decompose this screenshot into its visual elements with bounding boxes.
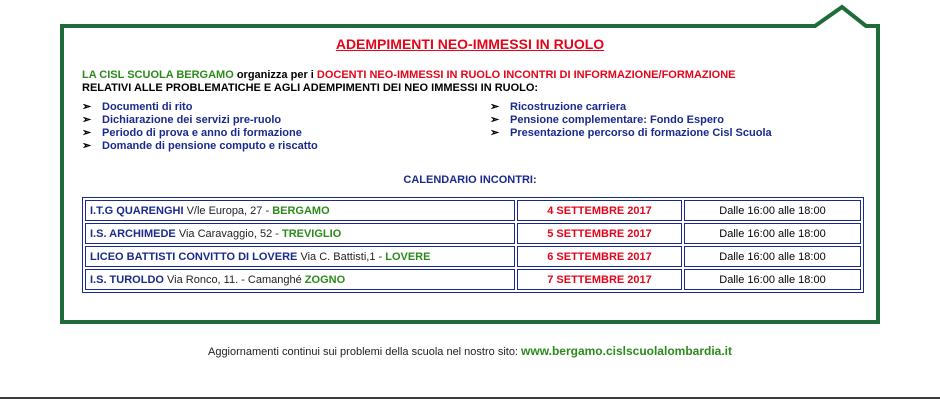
list-item: ➢ Ricostruzione carriera [490, 101, 627, 113]
time-cell: Dalle 16:00 alle 18:00 [684, 269, 861, 290]
time-cell: Dalle 16:00 alle 18:00 [684, 246, 861, 267]
website-link[interactable]: www.bergamo.cislscuolalombardia.it [521, 344, 732, 358]
date-cell: 7 SETTEMBRE 2017 [517, 269, 682, 290]
date-cell: 5 SETTEMBRE 2017 [517, 223, 682, 244]
location-cell: I.T.G QUARENGHI V/le Europa, 27 - BERGAMO [85, 200, 515, 221]
list-item: ➢ Documenti di rito [82, 101, 193, 113]
list-item: ➢ Presentazione percorso di formazione Cisl Scuola [490, 127, 772, 139]
list-item: ➢ Dichiarazione dei servizi pre-ruolo [82, 114, 282, 126]
table-row [85, 246, 861, 267]
location-cell: I.S. ARCHIMEDE Via Caravaggio, 52 - TREVIGLIO [85, 223, 515, 244]
list-item: ➢ Periodo di prova e anno di formazione [82, 127, 302, 139]
intro-mid: organizza per i [233, 69, 317, 81]
arrow-bullet-icon: ➢ [82, 127, 92, 139]
location-cell: I.S. TUROLDO Via Ronco, 11. - Camanghé ZOGNO [85, 269, 515, 290]
arrow-bullet-icon: ➢ [82, 140, 92, 152]
table-row [85, 200, 861, 221]
bullet-list-right [490, 101, 772, 140]
intro-line2: RELATIVI ALLE PROBLEMATICHE E AGLI ADEMPIMENTI DEI NEO IMMESSI IN RUOLO: [82, 82, 539, 94]
arrow-bullet-icon: ➢ [490, 101, 500, 113]
page-title: ADEMPIMENTI NEO-IMMESSI IN RUOLO [335, 36, 605, 52]
time-cell: Dalle 16:00 alle 18:00 [684, 223, 861, 244]
arrow-bullet-icon: ➢ [82, 101, 92, 113]
table-row [85, 223, 861, 244]
arrow-bullet-icon: ➢ [490, 127, 500, 139]
table-row [85, 269, 861, 290]
date-cell: 6 SETTEMBRE 2017 [517, 246, 682, 267]
arrow-bullet-icon: ➢ [82, 114, 92, 126]
org-name: LA CISL SCUOLA BERGAMO [82, 69, 234, 81]
location-cell: LICEO BATTISTI CONVITTO DI LOVERE Via C. Battisti,1 - LOVERE [85, 246, 515, 267]
bottom-divider [0, 397, 940, 399]
footer [0, 344, 940, 358]
calendar-title: CALENDARIO INCONTRI: [403, 174, 537, 186]
intro-text [82, 69, 872, 95]
intro-highlight: DOCENTI NEO-IMMESSI IN RUOLO INCONTRI DI INFORMAZIONE/FORMAZIONE [316, 69, 736, 81]
info-card [70, 34, 870, 324]
footer-text: Aggiornamenti continui sui problemi della scuola nel nostro sito: [207, 346, 522, 358]
list-item: ➢ Pensione complementare: Fondo Espero [490, 114, 724, 126]
date-cell: 4 SETTEMBRE 2017 [517, 200, 682, 221]
time-cell: Dalle 16:00 alle 18:00 [684, 200, 861, 221]
arrow-bullet-icon: ➢ [490, 114, 500, 126]
calendar-table [82, 197, 864, 293]
list-item: ➢ Domande di pensione computo e riscatto [82, 140, 318, 152]
bullet-list-left [82, 101, 318, 153]
